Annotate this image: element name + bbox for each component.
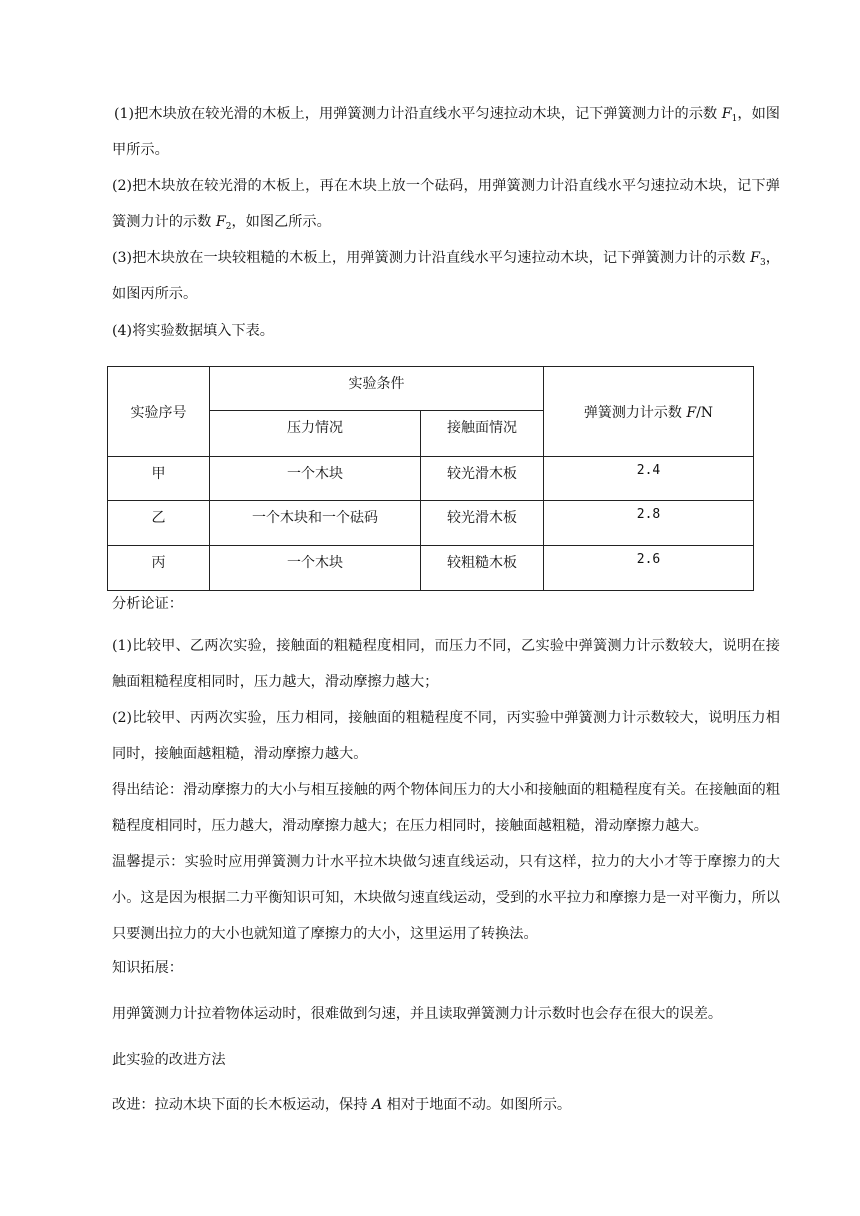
- table-row: [108, 546, 754, 591]
- extension-heading: 知识拓展：: [112, 960, 183, 976]
- analysis-1: (1)比较甲、乙两次实验，接触面的粗糙程度相同，而压力不同，乙实验中弹簧测力计示数较大，说明在接触面粗糙程度相同时，压力越大，滑动摩擦力越大；: [112, 638, 780, 690]
- row-pressure: 一个木块和一个砝码: [210, 501, 421, 546]
- header-reading: 弹簧测力计示数 F/N: [544, 367, 754, 457]
- step-2: (2)把木块放在较光滑的木板上，再在木块上放一个砝码，用弹簧测力计沿直线水平匀速拉动木块，记下弹簧测力计的示数 $F_2$，如图乙所示。: [112, 178, 780, 232]
- row-pressure: 一个木块: [210, 457, 421, 501]
- header-index: 实验序号: [108, 367, 210, 457]
- row-value: 2.8: [544, 501, 754, 546]
- analysis-2: (2)比较甲、丙两次实验，压力相同，接触面的粗糙程度不同，丙实验中弹簧测力计示数较大，说明压力相同时，接触面越粗糙，滑动摩擦力越大。: [112, 710, 780, 762]
- row-value: 2.4: [544, 457, 754, 501]
- analysis-heading: 分析论证：: [112, 596, 183, 612]
- step-1: (1)把木块放在较光滑的木板上，用弹簧测力计沿直线水平匀速拉动木块，记下弹簧测力计的示数 $F_1$，如图甲所示。: [112, 106, 780, 158]
- data-table: [107, 366, 754, 591]
- step-3: (3)把木块放在一块较粗糙的木板上，用弹簧测力计沿直线水平匀速拉动木块，记下弹簧测力计的示数 $F_3$，如图丙所示。: [112, 250, 780, 302]
- row-surface: 较粗糙木板: [421, 546, 544, 591]
- row-id: 甲: [108, 457, 210, 501]
- row-pressure: 一个木块: [210, 546, 421, 591]
- table-row: [108, 501, 754, 546]
- header-conditions: 实验条件: [210, 367, 544, 411]
- improvement: 改进：拉动木块下面的长木板运动，保持 A 相对于地面不动。如图所示。: [112, 1097, 572, 1113]
- step-4: (4)将实验数据填入下表。: [112, 323, 274, 339]
- header-surface: 接触面情况: [421, 411, 544, 457]
- conclusion: 得出结论：滑动摩擦力的大小与相互接触的两个物体间压力的大小和接触面的粗糙程度有关。在接触面的粗糙程度相同时，压力越大，滑动摩擦力越大；在压力相同时，接触面越粗糙，滑动摩擦力越大。: [112, 782, 780, 834]
- row-id: 丙: [108, 546, 210, 591]
- row-id: 乙: [108, 501, 210, 546]
- row-value: 2.6: [544, 546, 754, 591]
- table-row: [108, 457, 754, 501]
- row-surface: 较光滑木板: [421, 501, 544, 546]
- tip: 温馨提示：实验时应用弹簧测力计水平拉木块做匀速直线运动，只有这样，拉力的大小才等于摩擦力的大小。这是因为根据二力平衡知识可知，木块做匀速直线运动，受到的水平拉力和摩擦力是一对平衡力，所以只要测出拉力的大小也就知道了摩擦力的大小，这里运用了转换法。: [112, 854, 780, 942]
- extension-text: 用弹簧测力计拉着物体运动时，很难做到匀速，并且读取弹簧测力计示数时也会存在很大的误差。: [112, 1006, 723, 1022]
- row-surface: 较光滑木板: [421, 457, 544, 501]
- header-pressure: 压力情况: [210, 411, 421, 457]
- method-title: 此实验的改进方法: [112, 1052, 226, 1068]
